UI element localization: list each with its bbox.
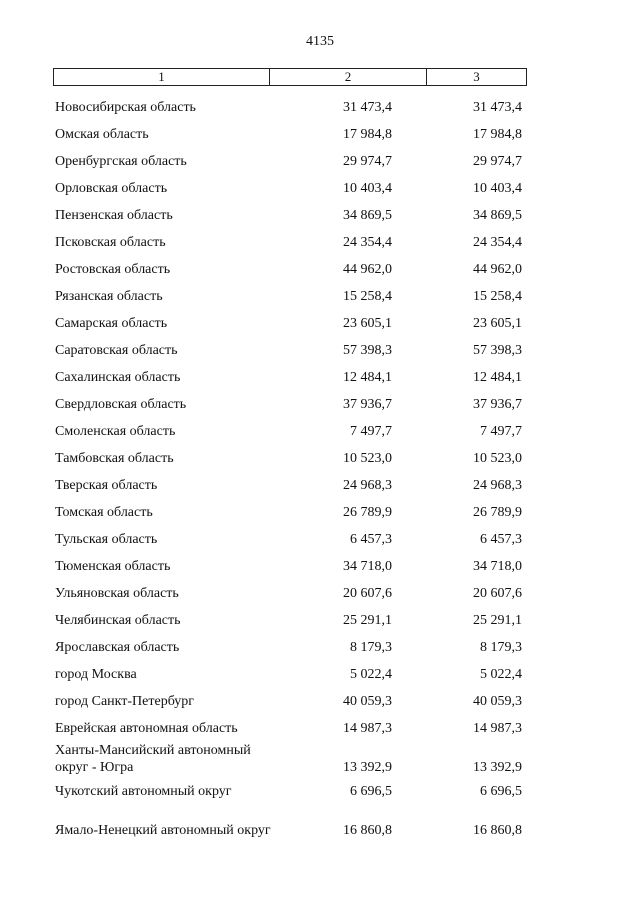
region-name: Тверская область (55, 478, 158, 493)
region-name: Сахалинская область (55, 370, 181, 385)
value-col-2: 44 962,0 (343, 262, 392, 277)
value-col-2: 7 497,7 (350, 424, 392, 439)
region-name: Челябинская область (55, 613, 181, 628)
value-col-2: 25 291,1 (343, 613, 392, 628)
value-col-2: 34 869,5 (343, 208, 392, 223)
value-col-2: 15 258,4 (343, 289, 392, 304)
table-row (55, 175, 525, 202)
value-col-2: 12 484,1 (343, 370, 392, 385)
value-col-3: 24 968,3 (473, 478, 522, 493)
table-row (55, 715, 525, 742)
table-row (55, 526, 525, 553)
value-col-3: 14 987,3 (473, 721, 522, 736)
region-name: Свердловская область (55, 397, 187, 412)
value-col-3: 34 869,5 (473, 208, 522, 223)
value-col-2: 40 059,3 (343, 694, 392, 709)
value-col-3: 17 984,8 (473, 127, 522, 142)
region-name: Ярославская область (55, 640, 180, 655)
table-row (55, 121, 525, 148)
table-row (55, 778, 525, 805)
value-col-3: 34 718,0 (473, 559, 522, 574)
table-row (55, 256, 525, 283)
value-col-2: 8 179,3 (350, 640, 392, 655)
region-name: Ростовская область (55, 262, 171, 277)
table-row (55, 634, 525, 661)
value-col-3: 20 607,6 (473, 586, 522, 601)
value-col-3: 37 936,7 (473, 397, 522, 412)
table-row (55, 445, 525, 472)
table-row (55, 661, 525, 688)
table-row (55, 805, 525, 841)
value-col-3: 8 179,3 (480, 640, 522, 655)
table-row (55, 688, 525, 715)
region-name: Чукотский автономный округ (55, 784, 232, 799)
region-name: Смоленская область (55, 424, 176, 439)
value-col-2: 13 392,9 (343, 760, 392, 775)
value-col-2: 31 473,4 (343, 100, 392, 115)
table-row (55, 580, 525, 607)
value-col-2: 6 696,5 (350, 784, 392, 799)
value-col-2: 10 403,4 (343, 181, 392, 196)
value-col-3: 10 403,4 (473, 181, 522, 196)
table-row (55, 283, 525, 310)
value-col-2: 29 974,7 (343, 154, 392, 169)
region-name: Рязанская область (55, 289, 163, 304)
region-name: Еврейская автономная область (55, 721, 238, 736)
value-col-2: 20 607,6 (343, 586, 392, 601)
region-name: Тамбовская область (55, 451, 174, 466)
value-col-2: 23 605,1 (343, 316, 392, 331)
value-col-2: 57 398,3 (343, 343, 392, 358)
region-name: Томская область (55, 505, 153, 520)
value-col-2: 14 987,3 (343, 721, 392, 736)
region-name: Самарская область (55, 316, 168, 331)
value-col-2: 37 936,7 (343, 397, 392, 412)
region-name: город Москва (55, 667, 137, 682)
page-number: 4135 (306, 34, 334, 49)
value-col-3: 31 473,4 (473, 100, 522, 115)
value-col-3: 29 974,7 (473, 154, 522, 169)
region-name: Ханты-Мансийский автономный округ - Югра (55, 743, 251, 775)
table-row (55, 472, 525, 499)
value-col-2: 24 968,3 (343, 478, 392, 493)
region-name: город Санкт-Петербург (55, 694, 195, 709)
table-row (55, 418, 525, 445)
region-name: Омская область (55, 127, 149, 142)
value-col-2: 5 022,4 (350, 667, 392, 682)
region-name: Саратовская область (55, 343, 178, 358)
value-col-3: 26 789,9 (473, 505, 522, 520)
region-name: Новосибирская область (55, 100, 196, 115)
value-col-3: 57 398,3 (473, 343, 522, 358)
value-col-3: 44 962,0 (473, 262, 522, 277)
value-col-3: 5 022,4 (480, 667, 522, 682)
header-col-1: 1 (54, 69, 270, 85)
table-row (55, 310, 525, 337)
value-col-2: 34 718,0 (343, 559, 392, 574)
table-row (55, 742, 525, 778)
value-col-2: 16 860,8 (343, 823, 392, 838)
value-col-3: 23 605,1 (473, 316, 522, 331)
table-row (55, 202, 525, 229)
header-col-2: 2 (270, 69, 427, 85)
table-row (55, 94, 525, 121)
region-name: Тюменская область (55, 559, 171, 574)
header-col-3: 3 (473, 69, 480, 84)
value-col-2: 26 789,9 (343, 505, 392, 520)
region-name: Ямало-Ненецкий автономный округ (55, 823, 271, 838)
region-name: Оренбургская область (55, 154, 187, 169)
region-name: Псковская область (55, 235, 166, 250)
value-col-2: 10 523,0 (343, 451, 392, 466)
table-header (53, 68, 527, 86)
region-name: Тульская область (55, 532, 158, 547)
value-col-2: 6 457,3 (350, 532, 392, 547)
value-col-3: 6 696,5 (480, 784, 522, 799)
region-name: Ульяновская область (55, 586, 179, 601)
value-col-3: 12 484,1 (473, 370, 522, 385)
value-col-3: 15 258,4 (473, 289, 522, 304)
value-col-3: 7 497,7 (480, 424, 522, 439)
table-row (55, 391, 525, 418)
table-body (55, 94, 525, 841)
table-row (55, 337, 525, 364)
value-col-3: 24 354,4 (473, 235, 522, 250)
table-row (55, 553, 525, 580)
value-col-3: 10 523,0 (473, 451, 522, 466)
value-col-3: 16 860,8 (473, 823, 522, 838)
value-col-3: 6 457,3 (480, 532, 522, 547)
table-row (55, 148, 525, 175)
table-row (55, 499, 525, 526)
region-name: Пензенская область (55, 208, 173, 223)
table-row (55, 607, 525, 634)
value-col-3: 25 291,1 (473, 613, 522, 628)
value-col-3: 40 059,3 (473, 694, 522, 709)
table-row (55, 364, 525, 391)
value-col-2: 17 984,8 (343, 127, 392, 142)
table-row (55, 229, 525, 256)
value-col-2: 24 354,4 (343, 235, 392, 250)
region-name: Орловская область (55, 181, 168, 196)
value-col-3: 13 392,9 (473, 760, 522, 775)
